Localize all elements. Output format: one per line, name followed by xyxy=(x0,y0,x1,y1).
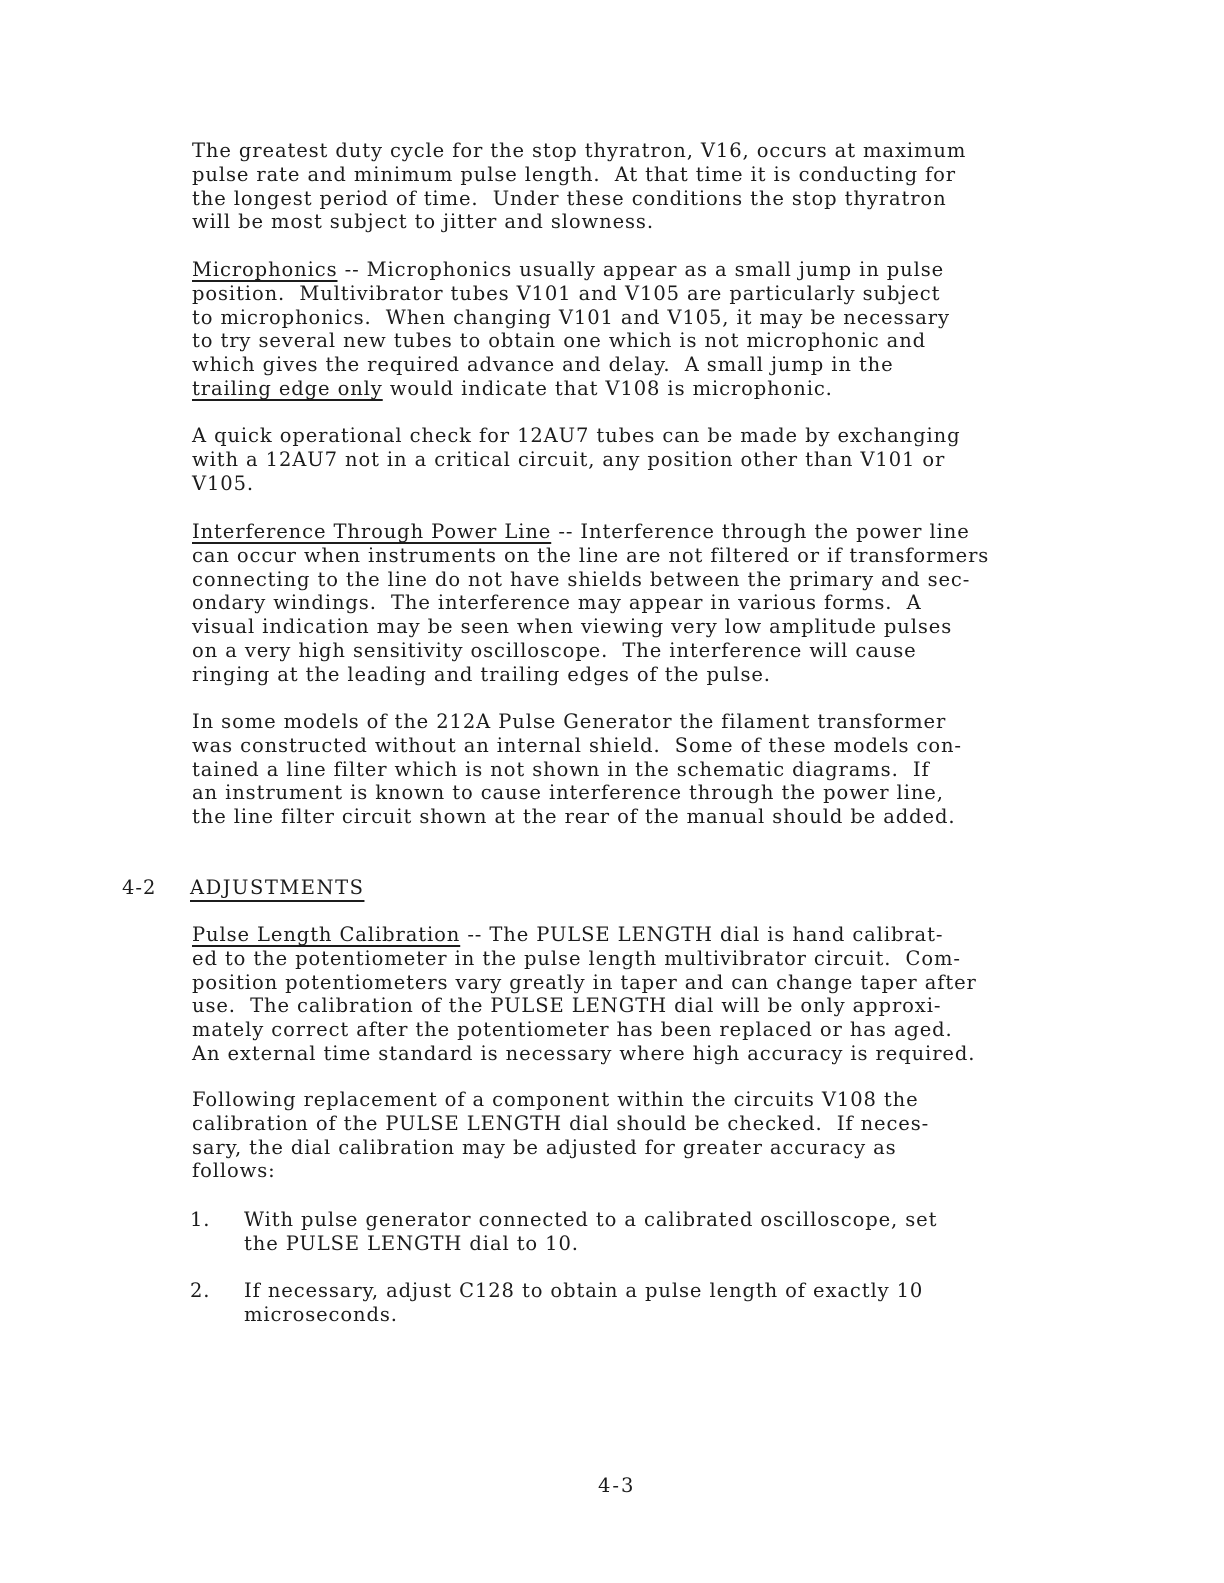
microphonics-heading: Microphonics xyxy=(192,258,338,281)
microphonics-tail: would indicate that V108 is microphonic. xyxy=(382,376,833,400)
section-title: ADJUSTMENTS xyxy=(190,876,365,899)
paragraph-12au7-check: A quick operational check for 12AU7 tubes can be made by exchanging with a 12AU7 not in a critical circuit, any position other than V101 or V105. xyxy=(192,424,961,495)
section-number: 4-2 xyxy=(122,876,157,899)
paragraph-pulse-length-calibration xyxy=(192,923,1092,1066)
power-line-body: -- Interference through the power line can occur when instruments on the line are not filtered or if transformers connecting to the line do not have shields between the primary and sec- ondary windings. The interference may appear in various forms. A visual indication may be seen when viewing very low amplitude pulses on a very high sensitivity oscilloscope. The interference will cause ringing at the leading and trailing edges of the pulse. xyxy=(192,520,990,686)
step-text: With pulse generator connected to a calibrated oscilloscope, set the PULSE LENGTH dial to 10. xyxy=(244,1208,938,1255)
pulse-length-body: -- The PULSE LENGTH dial is hand calibrat- ed to the potentiometer in the pulse length multivibrator circuit. Com- position potentiometers vary greatly in taper and can change taper after use. The calibration of the PULSE LENGTH dial will be only approxi- mately correct after the potentiometer has been replaced or has aged. An external time standard is necessary where high accuracy is required. xyxy=(192,923,977,1065)
pulse-length-heading: Pulse Length Calibration xyxy=(192,923,461,946)
paragraph-microphonics xyxy=(192,258,1092,401)
step-text: If necessary, adjust C128 to obtain a pulse length of exactly 10 microseconds. xyxy=(244,1279,924,1326)
microphonics-body: -- Microphonics usually appear as a small jump in pulse position. Multivibrator tubes V101 and V105 are particularly subject to microphonics. When changing V101 and V105, it may be necessary to try several new tubes to obtain one which is not microphonic and which gives the required advance and delay. A small jump in the xyxy=(192,258,950,377)
paragraph-filament-transformer: In some models of the 212A Pulse Generator the filament transformer was constructed without an internal shield. Some of these models con- tained a line filter which is not shown in the schematic diagrams. If an instrument is known to cause interference through the power line, the line filter circuit shown at the rear of the manual should be added. xyxy=(192,710,962,829)
paragraph-following-replacement: Following replacement of a component within the circuits V108 the calibration of the PULSE LENGTH dial should be checked. If neces- sary, the dial calibration may be adjusted for greater accuracy as follows: xyxy=(192,1088,930,1183)
power-line-heading: Interference Through Power Line xyxy=(192,520,552,543)
step-number: 1. xyxy=(190,1208,211,1231)
paragraph-duty-cycle: The greatest duty cycle for the stop thyratron, V16, occurs at maximum pulse rate and minimum pulse length. At that time it is conducting for the longest period of time. Under these conditions the stop thyratron will be most subject to jitter and slowness. xyxy=(192,139,967,234)
step-number: 2. xyxy=(190,1279,211,1302)
paragraph-power-line-interference xyxy=(192,520,1092,687)
page-number: 4-3 xyxy=(598,1474,636,1497)
trailing-edge-emphasis: trailing edge only xyxy=(192,376,383,400)
